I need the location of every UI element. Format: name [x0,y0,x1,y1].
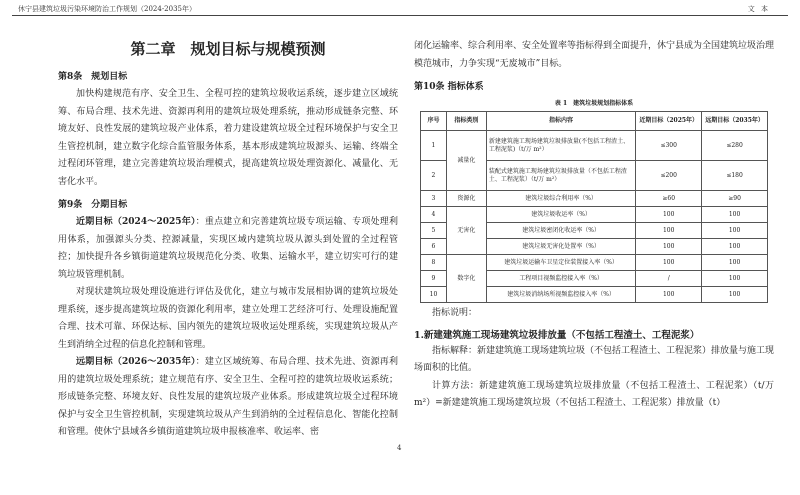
category-cell: 无害化 [446,207,486,255]
indicator-content: 建筑垃圾运输车卫星定位装置接入率（%） [486,255,635,271]
article-9-title: 第9条 分期目标 [58,200,128,210]
near-target: ≤300 [636,131,702,161]
near-target: 100 [636,255,702,271]
far-target: ≥90 [702,191,768,207]
header-divider [12,15,788,16]
article-8-title: 第8条 规划目标 [58,72,128,82]
far-target: ≤180 [702,161,768,191]
row-number: 6 [421,239,447,255]
indicator-1-heading: 1.新建建筑施工现场建筑垃圾排放量（不包括工程渣土、工程泥浆） [414,329,700,341]
header-cell: 指标类别 [446,112,486,131]
indicator-content: 建筑垃圾综合利用率（%） [486,191,635,207]
near-term-text: ：重点建立和完善建筑垃圾专项运输、专项处理利用体系，加强源头分类、控源减量，实现区域内建筑垃圾从源头到处置的全过程管控；加快提升各乡镇街道建筑垃圾规范化分类、收集、运输水平，建立切实可行的建筑垃圾管理机制。 [58,217,398,280]
table-row [421,131,768,161]
calculation-method: 计算方法：新建建筑施工现场建筑垃圾排放量（不包括工程渣土、工程泥浆）（t/万 m²）=新建建筑施工现场建筑垃圾（不包括工程渣土、工程泥浆）排放量（t） [414,380,774,408]
category-cell: 数字化 [446,255,486,303]
near-target: ≤200 [636,161,702,191]
header-cell: 序号 [421,112,447,131]
near-term-paragraph [58,214,398,284]
indicator-content: 建筑垃圾收运率（%） [486,207,635,223]
header-cell: 近期目标（2025年） [636,112,702,131]
indicator-content: 建筑垃圾消纳场所视频监控接入率（%） [486,287,635,303]
category-cell: 减量化 [446,131,486,191]
indicator-content: 新建建筑施工现场建筑垃圾排放量(不包括工程渣土、工程泥浆)（t/万 m²） [486,131,635,161]
far-target: 100 [702,207,768,223]
row-number: 9 [421,271,447,287]
near-target: 100 [636,239,702,255]
long-term-text: ：建立区域统筹、布局合理、技术先进、资源再利用的建筑垃圾处理系统；建立规范有序、安全卫生、全程可控的建筑垃圾收运系统；形成链条完整、环境友好、良性发展的建筑垃圾产业体系。形成建筑垃圾全过程环境保护与安全卫生管控机制，实现建筑垃圾从产生到消纳的全过程信息化、智能化控制和管理。使休宁县域各乡镇街道建筑垃圾申报核准率、收运率、密 [58,357,398,437]
far-target: 100 [702,271,768,287]
chapter-title: 第二章 规划目标与规模预测 [130,40,326,58]
table-header-row [421,112,768,131]
category-cell: 资源化 [446,191,486,207]
near-target: 100 [636,287,702,303]
article-10-title: 第10条 指标体系 [414,82,484,92]
far-target: 100 [702,287,768,303]
long-term-label: 远期目标（2026～2035年） [76,357,196,367]
indicator-table [420,111,768,303]
near-target: / [636,271,702,287]
table-row [421,191,768,207]
continued-text: 闭化运输率、综合利用率、安全处置率等指标得到全面提升，休宁县成为全国建筑垃圾治理模范城市，力争实现“无废城市”目标。 [414,41,775,69]
header-label: 文 本 [747,5,770,13]
indicator-content: 建筑垃圾密闭化收运率（%） [486,223,635,239]
near-target: 100 [636,223,702,239]
indicator-content: 装配式建筑施工现场建筑垃圾排放量（不包括工程渣土、工程泥浆）（t/万 m²） [486,161,635,191]
article-8-text: 加快构建规范有序、安全卫生、全程可控的建筑垃圾收运系统，逐步建立区域统筹、布局合理、技术先进、资源再利用的建筑垃圾处理系统，推动形成链条完整、环境友好、良性发展的建筑垃圾产业体系，着力建设建筑垃圾全过程环境保护与安全卫生管控机制，建立数字化综合监管服务体系，基本形成建筑垃圾源头、运输、终端全过程闭环管理，建立完善建筑垃圾治理模式，提高建筑垃圾处理资源化、减量化、无害化水平。 [58,89,398,187]
row-number: 2 [421,161,447,191]
near-term-label: 近期目标（2024～2025年） [76,217,196,227]
far-target: ≤280 [702,131,768,161]
row-number: 4 [421,207,447,223]
far-target: 100 [702,239,768,255]
row-number: 3 [421,191,447,207]
far-target: 100 [702,255,768,271]
long-term-paragraph [58,354,398,442]
left-column [58,38,398,442]
header-cell: 指标内容 [486,112,635,131]
indicator-notes-label: 指标说明： [432,308,478,318]
header-title: 休宁县建筑垃圾污染环境防治工作规划（2024-2035年） [18,5,196,13]
indicator-content: 工程项目视频监控接入率（%） [486,271,635,287]
near-target: 100 [636,207,702,223]
near-term-paragraph-2: 对现状建筑垃圾处理设施进行评估及优化，建立与城市发展相协调的建筑垃圾处理系统，逐步提高建筑垃圾的资源化利用率，建立处理工艺经济可行、处理设施配置合理、技术可靠、环保达标、国内领先的建筑垃圾收运处理系统，实现建筑垃圾从产生到消纳全过程的信息化控制和管理。 [58,287,398,350]
header-cell: 远期目标（2035年） [702,112,768,131]
indicator-content: 建筑垃圾无害化处置率（%） [486,239,635,255]
row-number: 8 [421,255,447,271]
far-target: 100 [702,223,768,239]
row-number: 10 [421,287,447,303]
table-caption: 表 1 建筑垃圾规划指标体系 [554,100,634,107]
table-row [421,207,768,223]
right-column [414,38,774,413]
page-number: 4 [397,444,402,452]
row-number: 1 [421,131,447,161]
table-row [421,255,768,271]
row-number: 5 [421,223,447,239]
near-target: ≥60 [636,191,702,207]
indicator-explanation: 指标解释：新建建筑施工现场建筑垃圾（不包括工程渣土、工程泥浆）排放量与施工现场面积的比值。 [414,345,775,373]
